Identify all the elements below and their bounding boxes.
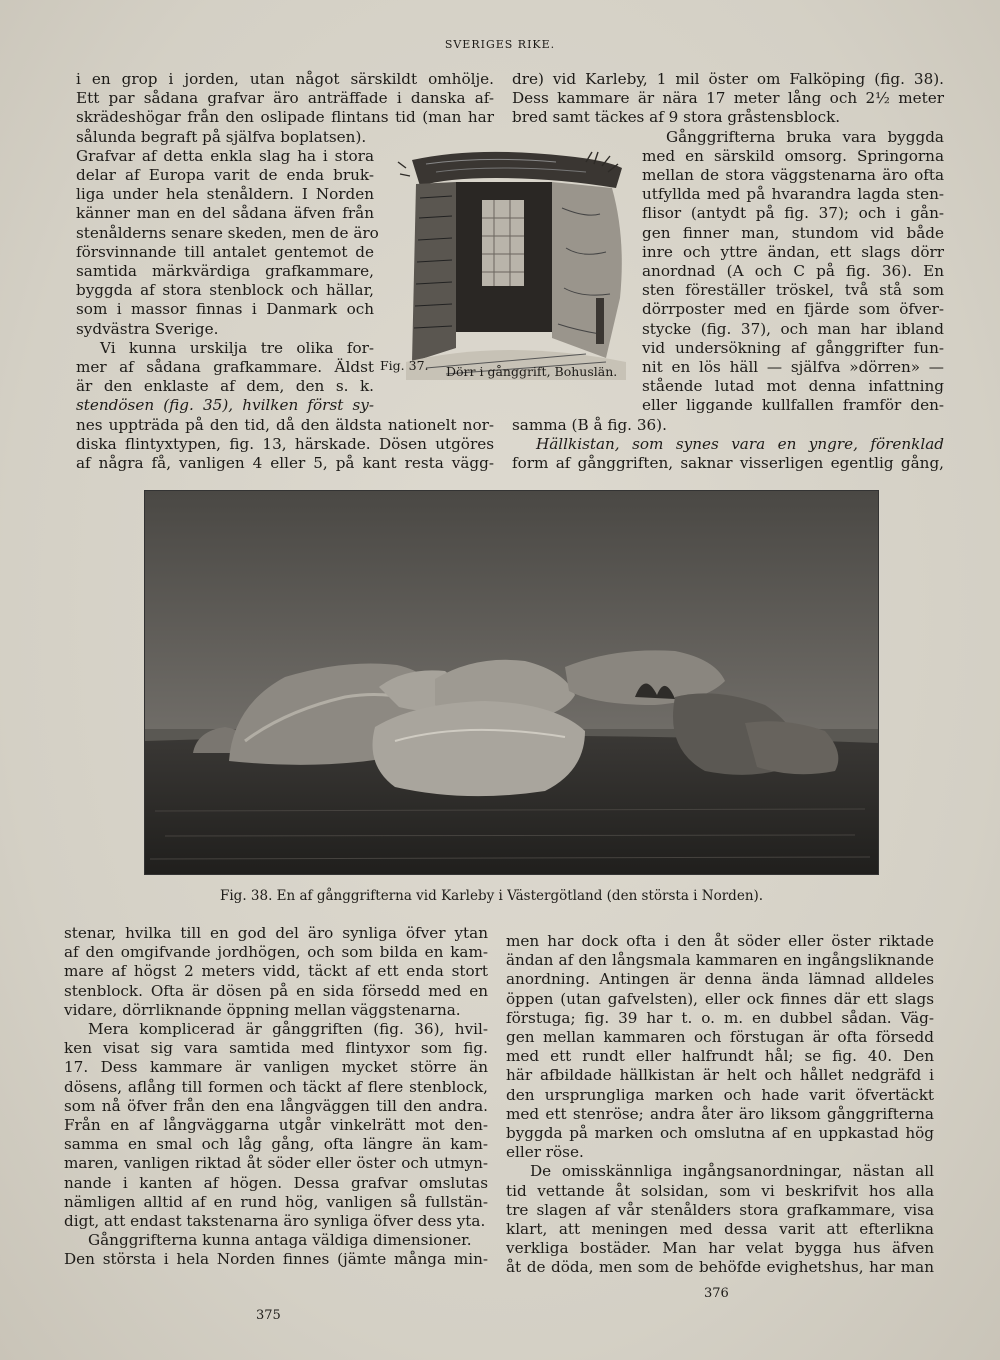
text-line: stenålderns senare skeden, men de äro (76, 223, 379, 242)
text-line: ken visat sig vara samtida med flintyxor som fig. (64, 1039, 488, 1058)
running-header: SVERIGES RIKE. (444, 38, 556, 51)
text-line: mer af sådana grafkammare. Äldst (76, 358, 374, 377)
text-line: ändan af den långsmala kammaren en ingångsliknande (506, 951, 934, 970)
text-line: förstuga; fig. 39 har t. o. m. en dubbel sådan. Väg- (506, 1008, 934, 1027)
text-line: mellan de stora väggstenarna äro ofta (642, 166, 944, 185)
text-line: digt, att endast takstenarna äro synliga öfver dess yta. (64, 1212, 486, 1231)
text-line: stycke (fig. 37), och man har ibland (642, 319, 944, 338)
text-line: med ett stenröse; andra åter äro liksom gånggrifterna (506, 1104, 934, 1123)
text-line: tre slagen af vår stenålders stora grafkammare, visa (506, 1200, 934, 1219)
text-line: som i massor finnas i Danmark och (76, 300, 374, 319)
text-line: utfyllda med på hvarandra lagda sten- (642, 185, 944, 204)
text-line: Dess kammare är nära 17 meter lång och 2½ meter (512, 89, 944, 108)
text-line: Den största i hela Norden finnes (jämte många min- (64, 1250, 488, 1269)
text-line: samma en smal och låg gång, ofta längre än kam- (64, 1135, 488, 1154)
text-line: klart, att meningen med dessa varit att efterlikna (506, 1220, 934, 1239)
text-line: här afbildade hällkistan är helt och hållet nedgräfd i (506, 1066, 934, 1085)
fig37-text: Dörr i gånggrift, Bohuslän. (446, 364, 618, 379)
text-line: Grafvar af detta enkla slag ha i stora (76, 146, 374, 165)
left-bottom-column (64, 924, 488, 1270)
fig38-photo (144, 490, 879, 875)
text-line: sålunda begraft på själfva boplatsen). (76, 127, 367, 146)
text-line: nämligen alltid af en rund hög, vanligen så fullstän- (64, 1192, 488, 1211)
text-line: samma (B å fig. 36). (512, 415, 667, 434)
text-line: åt de döda, men som de behöfde evighetshus, har man (506, 1258, 934, 1277)
fig37-number: Fig. 37. (380, 358, 429, 373)
text-line: form af gånggriften, saknar visserligen egentlig gång, (512, 454, 944, 473)
text-line: dre) vid Karleby, 1 mil öster om Falköping (fig. 38). (512, 70, 944, 88)
text-line: nande i kanten af högen. Dessa grafvar omslutas (64, 1173, 488, 1192)
text-line: sten föreställer tröskel, två stå som (642, 281, 944, 300)
text-line: anordnad (A och C på fig. 36). En (642, 262, 944, 281)
text-line: känner man en del sådana äfven från (76, 204, 374, 223)
text-line: bred samt täckes af 9 stora gråstensblock. (512, 108, 841, 127)
text-line: verkliga bostäder. Man har velat bygga hus äfven (506, 1239, 934, 1258)
text-line: af några få, vanligen 4 eller 5, på kant resta vägg- (76, 454, 494, 473)
text-line: 17. Dess kammare är vanligen mycket större än (64, 1058, 488, 1077)
text-line: samtida märkvärdiga grafkammare, (76, 262, 374, 281)
text-line: den ursprungliga marken och hade varit öfvertäckt (506, 1085, 934, 1104)
right-bottom-column (506, 932, 934, 1278)
text-line: vid undersökning af gånggrifter fun- (642, 338, 944, 357)
text-line: skrädeshögar från den oslipade flintans tid (man har (76, 108, 494, 127)
page-number-right: 376 (704, 1286, 729, 1301)
text-line: med ett rundt eller halfrundt hål; se fig. 40. Den (506, 1047, 934, 1066)
text-line: Gånggrifterna kunna antaga väldiga dimensioner. (88, 1231, 472, 1250)
text-line: diska flintyxtypen, fig. 13, härskade. Dösen utgöres (76, 434, 494, 453)
text-line: vidare, dörrliknande öppning mellan väggstenarna. (64, 1000, 461, 1019)
text-line: nes uppträda på den tid, då den äldsta nationelt nor- (76, 415, 494, 434)
right-top-column (512, 70, 944, 473)
text-line: med en särskild omsorg. Springorna (642, 146, 944, 165)
text-line: dösens, aflång till formen och täckt af flere stenblock, (64, 1077, 488, 1096)
text-line: gen mellan kammaren och förstugan är ofta försedd (506, 1028, 934, 1047)
text-line: Ett par sådana grafvar äro anträffade i danska af- (76, 89, 494, 108)
text-line: som nå öfver från den ena långväggen till den andra. (64, 1096, 488, 1115)
text-line: byggda af stora stenblock och hällar, (76, 281, 374, 300)
text-line: dörrposter med en fjärde som öfver- (642, 300, 944, 319)
page-number-left: 375 (256, 1308, 281, 1323)
text-line: i en grop i jorden, utan något särskildt omhölje. (76, 70, 494, 88)
text-line: gen finner man, stundom vid både (642, 223, 944, 242)
text-line: Hällkistan, som synes vara en yngre, förenklad (536, 434, 944, 453)
text-line: delar af Europa varit de enda bruk- (76, 166, 374, 185)
text-line: stenar, hvilka till en god del äro synliga öfver ytan (64, 924, 488, 942)
text-line: maren, vanligen riktad åt söder eller öster och utmyn- (64, 1154, 488, 1173)
text-line: Vi kunna urskilja tre olika for- (100, 338, 374, 357)
text-line: nit en lös häll — själfva »dörren» — (642, 358, 944, 377)
text-line: men har dock ofta i den åt söder eller öster riktade (506, 932, 934, 950)
text-line: försvinnande till antalet gentemot de (76, 242, 374, 261)
fig38-caption: Fig. 38. En af gånggrifterna vid Karleby i Västergötland (den största i Norden). (220, 888, 764, 904)
text-line: eller röse. (506, 1143, 584, 1162)
text-line: mare af högst 2 meters vidd, täckt af ett enda stort (64, 962, 488, 981)
text-line: inre och yttre ändan, ett slags dörr (642, 242, 944, 261)
text-line: byggda på marken och omslutna af en uppkastad hög (506, 1124, 934, 1143)
text-line: af den omgifvande jordhögen, och som bilda en kam- (64, 943, 488, 962)
text-line: flisor (antydt på fig. 37); och i gån- (642, 204, 944, 223)
text-line: tid vettande åt solsidan, som vi beskrifvit hos alla (506, 1181, 934, 1200)
text-line: eller liggande kullfallen framför den- (642, 396, 944, 415)
text-line: De omisskännliga ingångsanordningar, nästan all (530, 1162, 934, 1181)
text-line: sydvästra Sverige. (76, 319, 219, 338)
text-line: anordning. Antingen är denna ända lämnad alldeles (506, 970, 934, 989)
text-line: stenblock. Ofta är dösen på en sida försedd med en (64, 981, 488, 1000)
text-line: stendösen (fig. 35), hvilken först sy- (76, 396, 374, 415)
text-line: är den enklaste af dem, den s. k. (76, 377, 374, 396)
text-line: öppen (utan gafvelsten), eller ock finnes där ett slags (506, 989, 934, 1008)
text-line: Mera komplicerad är gånggriften (fig. 36), hvil- (88, 1020, 488, 1039)
text-line: liga under hela stenåldern. I Norden (76, 185, 374, 204)
text-line: stående lutad mot denna infattning (642, 377, 944, 396)
text-line: Gånggrifterna bruka vara byggda (666, 127, 944, 146)
text-line: Från en af långväggarna utgår vinkelrätt mot den- (64, 1116, 488, 1135)
